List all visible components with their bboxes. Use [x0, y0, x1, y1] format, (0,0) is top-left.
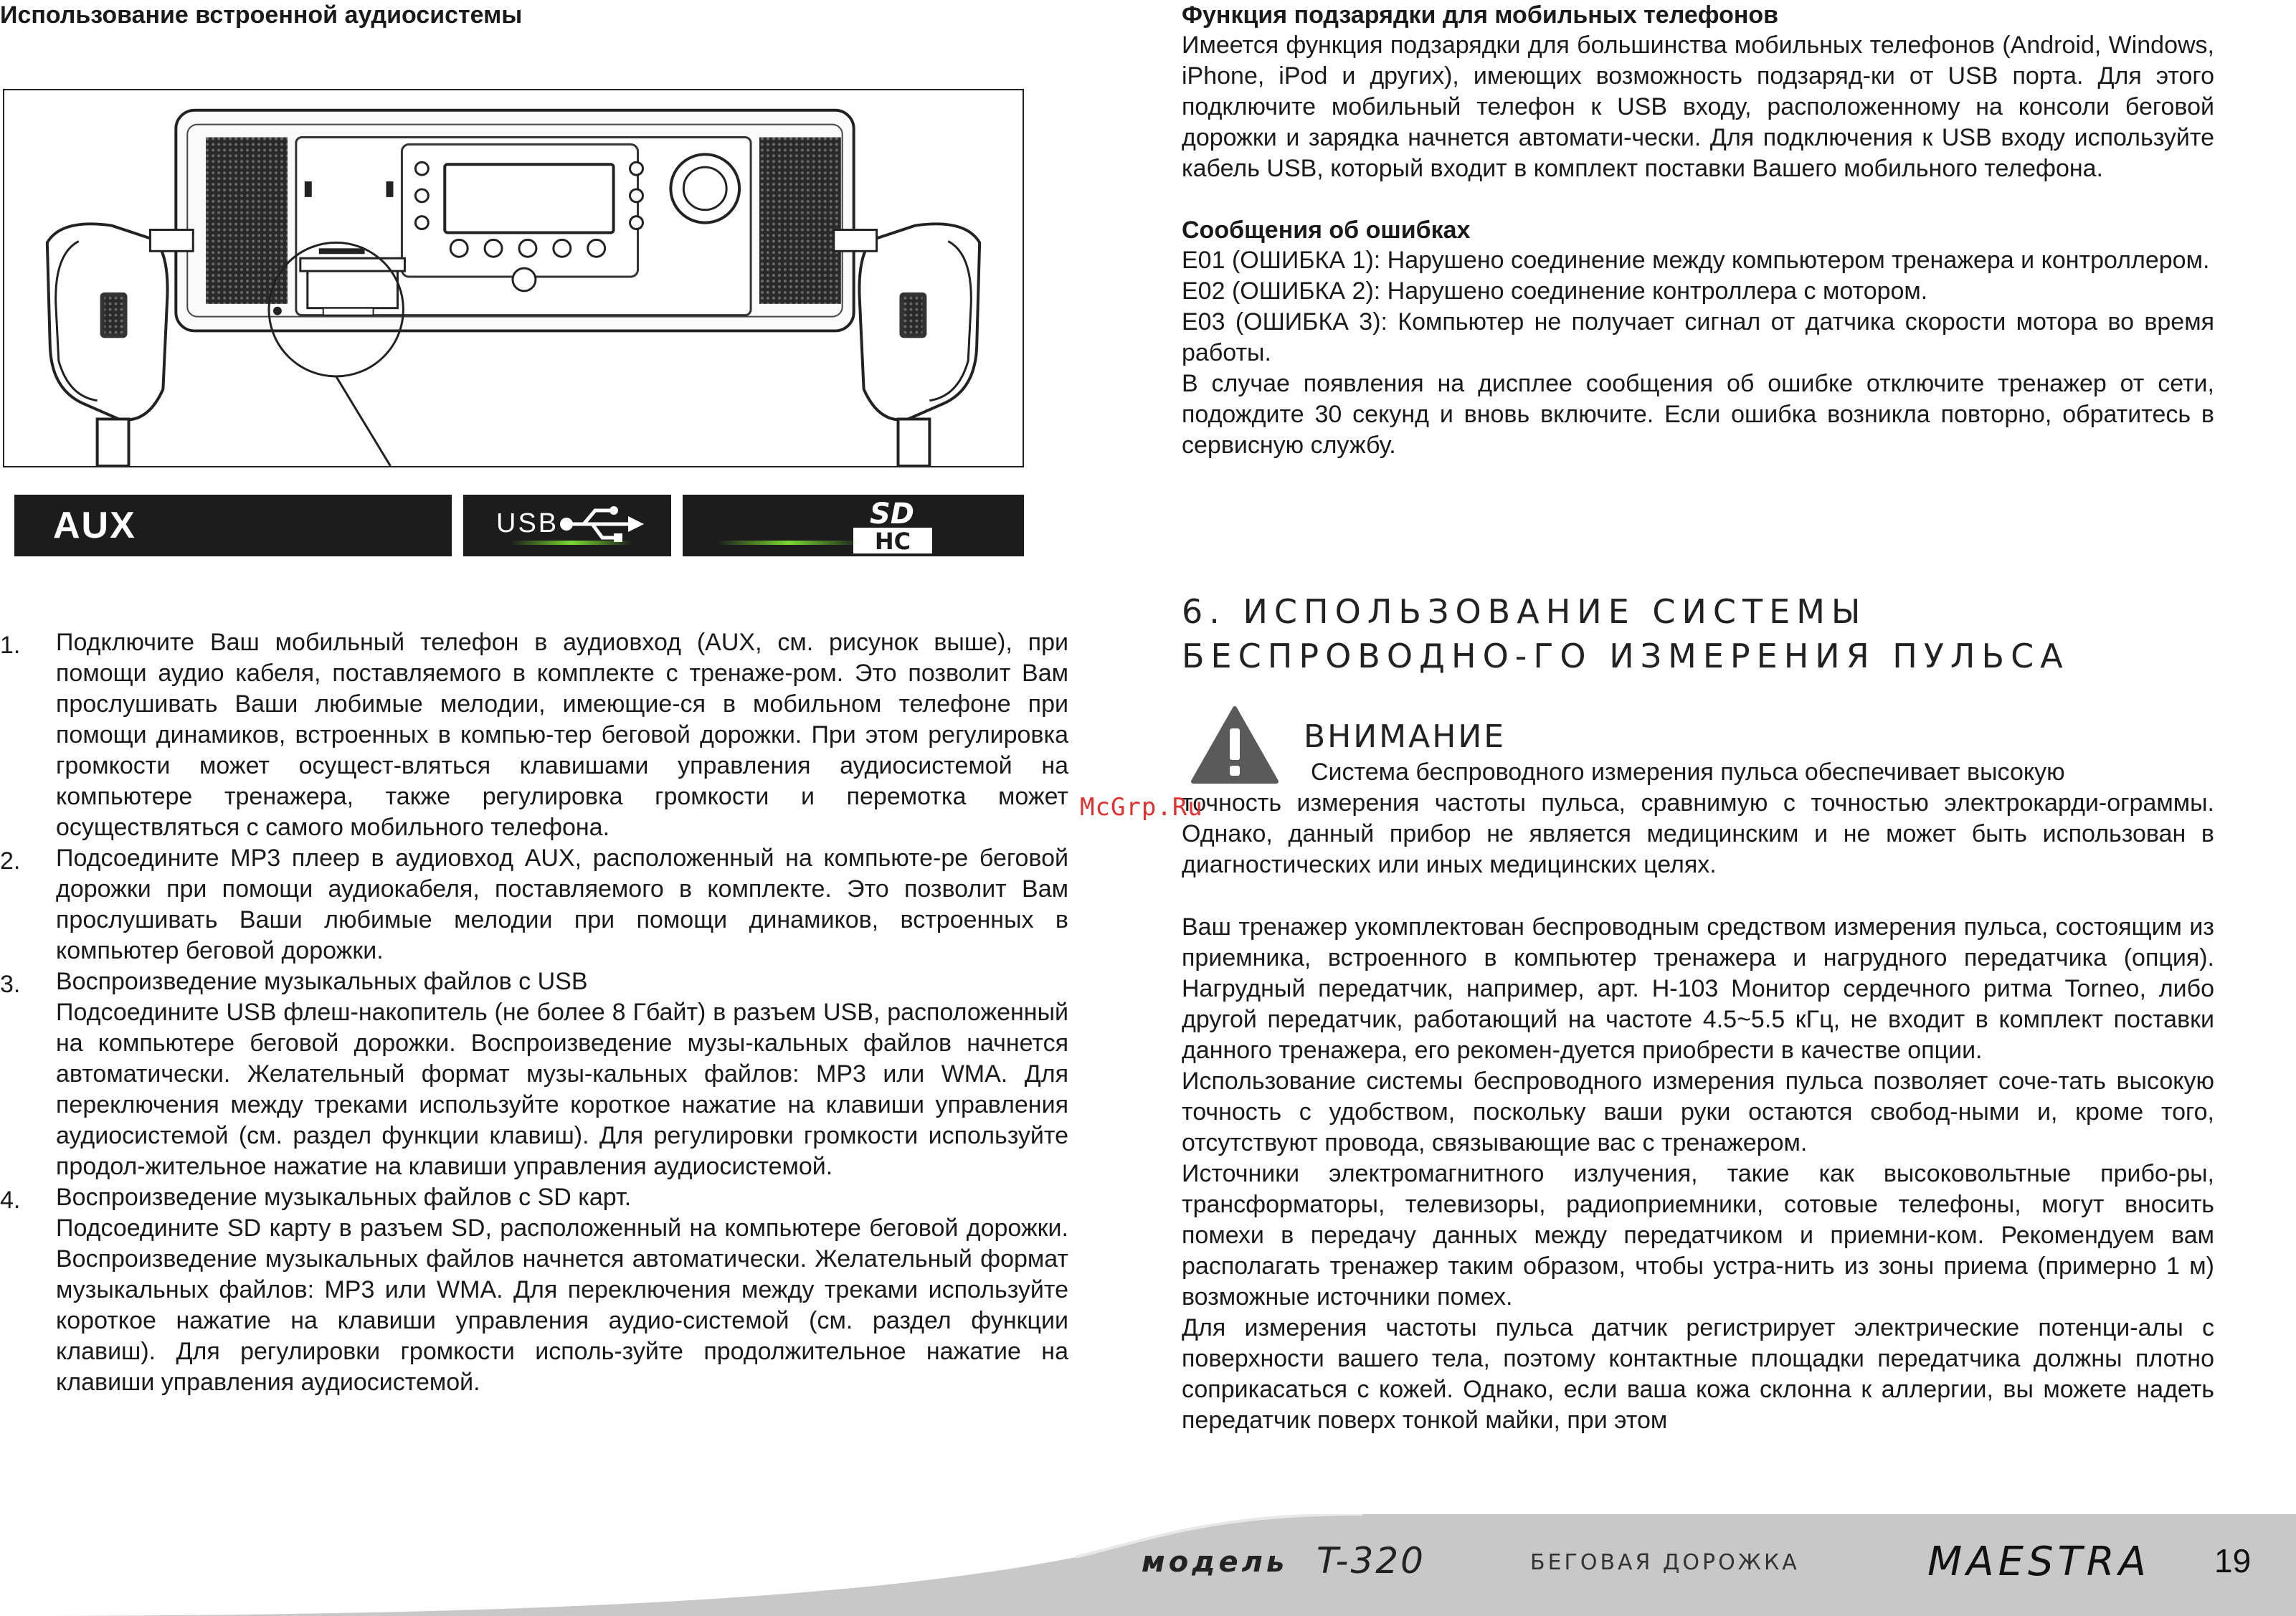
- watermark-text: McGrp.Ru: [1080, 793, 1203, 822]
- usb-icon: [559, 505, 645, 543]
- list-text: Подсоедините USB флеш-накопитель (не более 8 Гбайт) в разъем USB, расположенный на компьютере беговой дорожки. Воспроизведение музы-кальных файлов начнется автоматически. Желательный формат музы-кальных файлов: MP3 или WMA. Для переключения между треками используйте короткое нажатие на клавиши управления аудиосистемой (см. раздел функции клавиш). Для регулировки громкости используйте продол-жительное нажатие на клавиши управления аудиосистемой.: [56, 999, 1068, 1180]
- sd-hc-text: HC: [874, 528, 911, 555]
- error-advice: В случае появления на дисплее сообщения об ошибке отключите тренажер от сети, подождите 30 секунд и вновь включите. Если ошибка возникла повторно, обратитесь в сервисную службу.: [1182, 370, 2214, 459]
- sd-accent-line: [717, 541, 860, 545]
- spacer: [1182, 184, 2214, 215]
- strip-divider: [452, 495, 463, 556]
- right-column: [1182, 0, 2214, 461]
- left-column: [0, 0, 1068, 30]
- list-text: Подсоедините SD карту в разъем SD, расположенный на компьютере беговой дорожки. Воспроизведение музыкальных файлов начнется автоматически. Желательный формат музыкальных файлов: MP3 или WMA. Для переключения между треками используйте короткое нажатие на клавиши управления аудио-системой (см. раздел функции клавиш). Для регулировки громкости исполь-зуйте продолжительное нажатие на клавиши управления аудиосистемой.: [56, 1215, 1068, 1396]
- list-text: Подсоедините MP3 плеер в аудиовход AUX, расположенный на компьюте-ре беговой дорожки при помощи аудиокабеля, поставляемого в комплекте. Это позволит Вам прослушивать Ваши любимые мелодии при помощи динамиков, встроенных в компьютер беговой дорожки.: [56, 845, 1068, 964]
- errors-list: [1182, 245, 2214, 461]
- page-number: 19: [2214, 1542, 2252, 1579]
- paragraph: Для измерения частоты пульса датчик регистрирует электрические потенци-алы с поверхности вашего тела, поэтому контактные площадки передатчика должны плотно соприкасаться с кожей. Однако, если ваша кожа склонна к аллергии, вы можете надеть передатчик поверх тонкой майки, при этом: [1182, 1314, 2214, 1434]
- list-item: [0, 843, 1068, 966]
- sd-top-text: SD: [869, 498, 915, 531]
- paragraph: Использование системы беспроводного измерения пульса позволяет соче-тать высокую точность с удобством, поскольку ваши руки остаются свобод-ными и, кроме того, отсутствуют провода, связывающие вас с тренажером.: [1182, 1068, 2214, 1156]
- heart-rate-paragraphs: [1182, 912, 2214, 1436]
- list-number: 2.: [0, 847, 21, 875]
- list-number: 4.: [0, 1187, 21, 1214]
- list-text: Подключите Ваш мобильный телефон в аудиовход (AUX, см. рисунок выше), при помощи аудио кабеля, поставляемого в комплекте с тренаже-ром. Это позволит Вам прослушивать Ваши любимые мелодии, имеющие-ся в мобильном телефоне при помощи динамиков, встроенных в компью-тер беговой дорожки. При этом регулировка громкости может осущест-вляться клавишами управления аудиосистемой на компьютере тренажера, также регулировка громкости и перемотка может осуществляться с самого мобильного телефона.: [56, 629, 1068, 841]
- list-item: [0, 627, 1068, 843]
- errors-heading: Сообщения об ошибках: [1182, 217, 1471, 244]
- connector-strip: [14, 495, 1024, 556]
- audio-steps-list: [0, 627, 1068, 1398]
- strip-divider: [671, 495, 683, 556]
- warning-first-line: Система беспроводного измерения пульса обеспечивает высокую: [1311, 759, 2065, 786]
- console-illustration: [3, 89, 1024, 467]
- charging-heading: Функция подзарядки для мобильных телефонов: [1182, 1, 1779, 29]
- list-item: [0, 966, 1068, 1182]
- charging-text: Имеется функция подзарядки для большинства мобильных телефонов (Android, Windows, iPhone, iPod и других), имеющих возможность подзаряд-ки от USB порта. Для этого подключите мобильный телефон к USB входу, расположенному на консоли беговой дорожки и зарядка начнется автомати-чески. Для подключения к USB входу используйте кабель USB, который входит в комплект поставки Вашего мобильного телефона.: [1182, 32, 2214, 182]
- list-number: 1.: [0, 632, 21, 659]
- list-number: 3.: [0, 971, 21, 998]
- warning-title: ВНИМАНИЕ: [1304, 718, 1507, 755]
- section-heading-audio: Использование встроенной аудиосистемы: [0, 1, 523, 29]
- footer-brand-logo: MAESTRA: [1927, 1539, 2150, 1585]
- usb-label: USB: [496, 508, 559, 538]
- warning-text: [1182, 757, 2214, 880]
- sdhc-logo-icon: [849, 496, 942, 555]
- warning-rest: точность измерения частоты пульса, сравнимую с точностью электрокарди-ограммы. Однако, данный прибор не является медицинским и не может быть использован в диагностических или иных медицинских целях.: [1182, 789, 2214, 878]
- list-subheading: Воспроизведение музыкальных файлов с SD карт.: [56, 1184, 632, 1211]
- aux-label: AUX: [53, 505, 136, 546]
- paragraph: Ваш тренажер укомплектован беспроводным средством измерения пульса, состоящим из приемника, встроенного в компьютер тренажера и нагрудного передатчика (опция). Нагрудный передатчик, например, арт. H-103 Монитор сердечного ритма Torneo, либо другой передатчик, работающий на частоте 4.5~5.5 кГц, не входит в комплект поставки данного тренажера, его рекомен-дуется приобрести в качестве опции.: [1182, 913, 2214, 1064]
- section-title-heart-rate: 6. ИСПОЛЬЗОВАНИЕ СИСТЕМЫ БЕСПРОВОДНО-ГО ИЗМЕРЕНИЯ ПУЛЬСА: [1182, 592, 2069, 675]
- list-item: [0, 1182, 1068, 1398]
- error-item: E02 (ОШИБКА 2): Нарушено соединение контроллера с мотором.: [1182, 277, 1928, 305]
- error-item: E03 (ОШИБКА 3): Компьютер не получает сигнал от датчика скорости мотора во время работы.: [1182, 308, 2214, 366]
- paragraph: Источники электромагнитного излучения, такие как высоковольтные прибо-ры, трансформаторы, телевизоры, радиоприемники, сотовые телефоны, могут вносить помехи в передачу данных между передатчиком и приемни-ком. Рекомендуем вам располагать тренажер таким образом, чтобы устра-нить из зоны приема (примерно 1 м) возможные источники помех.: [1182, 1160, 2214, 1311]
- footer-model-label: модель: [1142, 1546, 1289, 1579]
- treadmill-console-drawing: [4, 90, 1023, 466]
- footer-model-number: T-320: [1317, 1540, 1425, 1582]
- error-item: E01 (ОШИБКА 1): Нарушено соединение между компьютером тренажера и контроллером.: [1182, 247, 2210, 274]
- usb-accent-line: [511, 541, 632, 545]
- footer-subtitle: БЕГОВАЯ ДОРОЖКА: [1530, 1550, 1800, 1575]
- list-subheading: Воспроизведение музыкальных файлов с USB: [56, 968, 588, 995]
